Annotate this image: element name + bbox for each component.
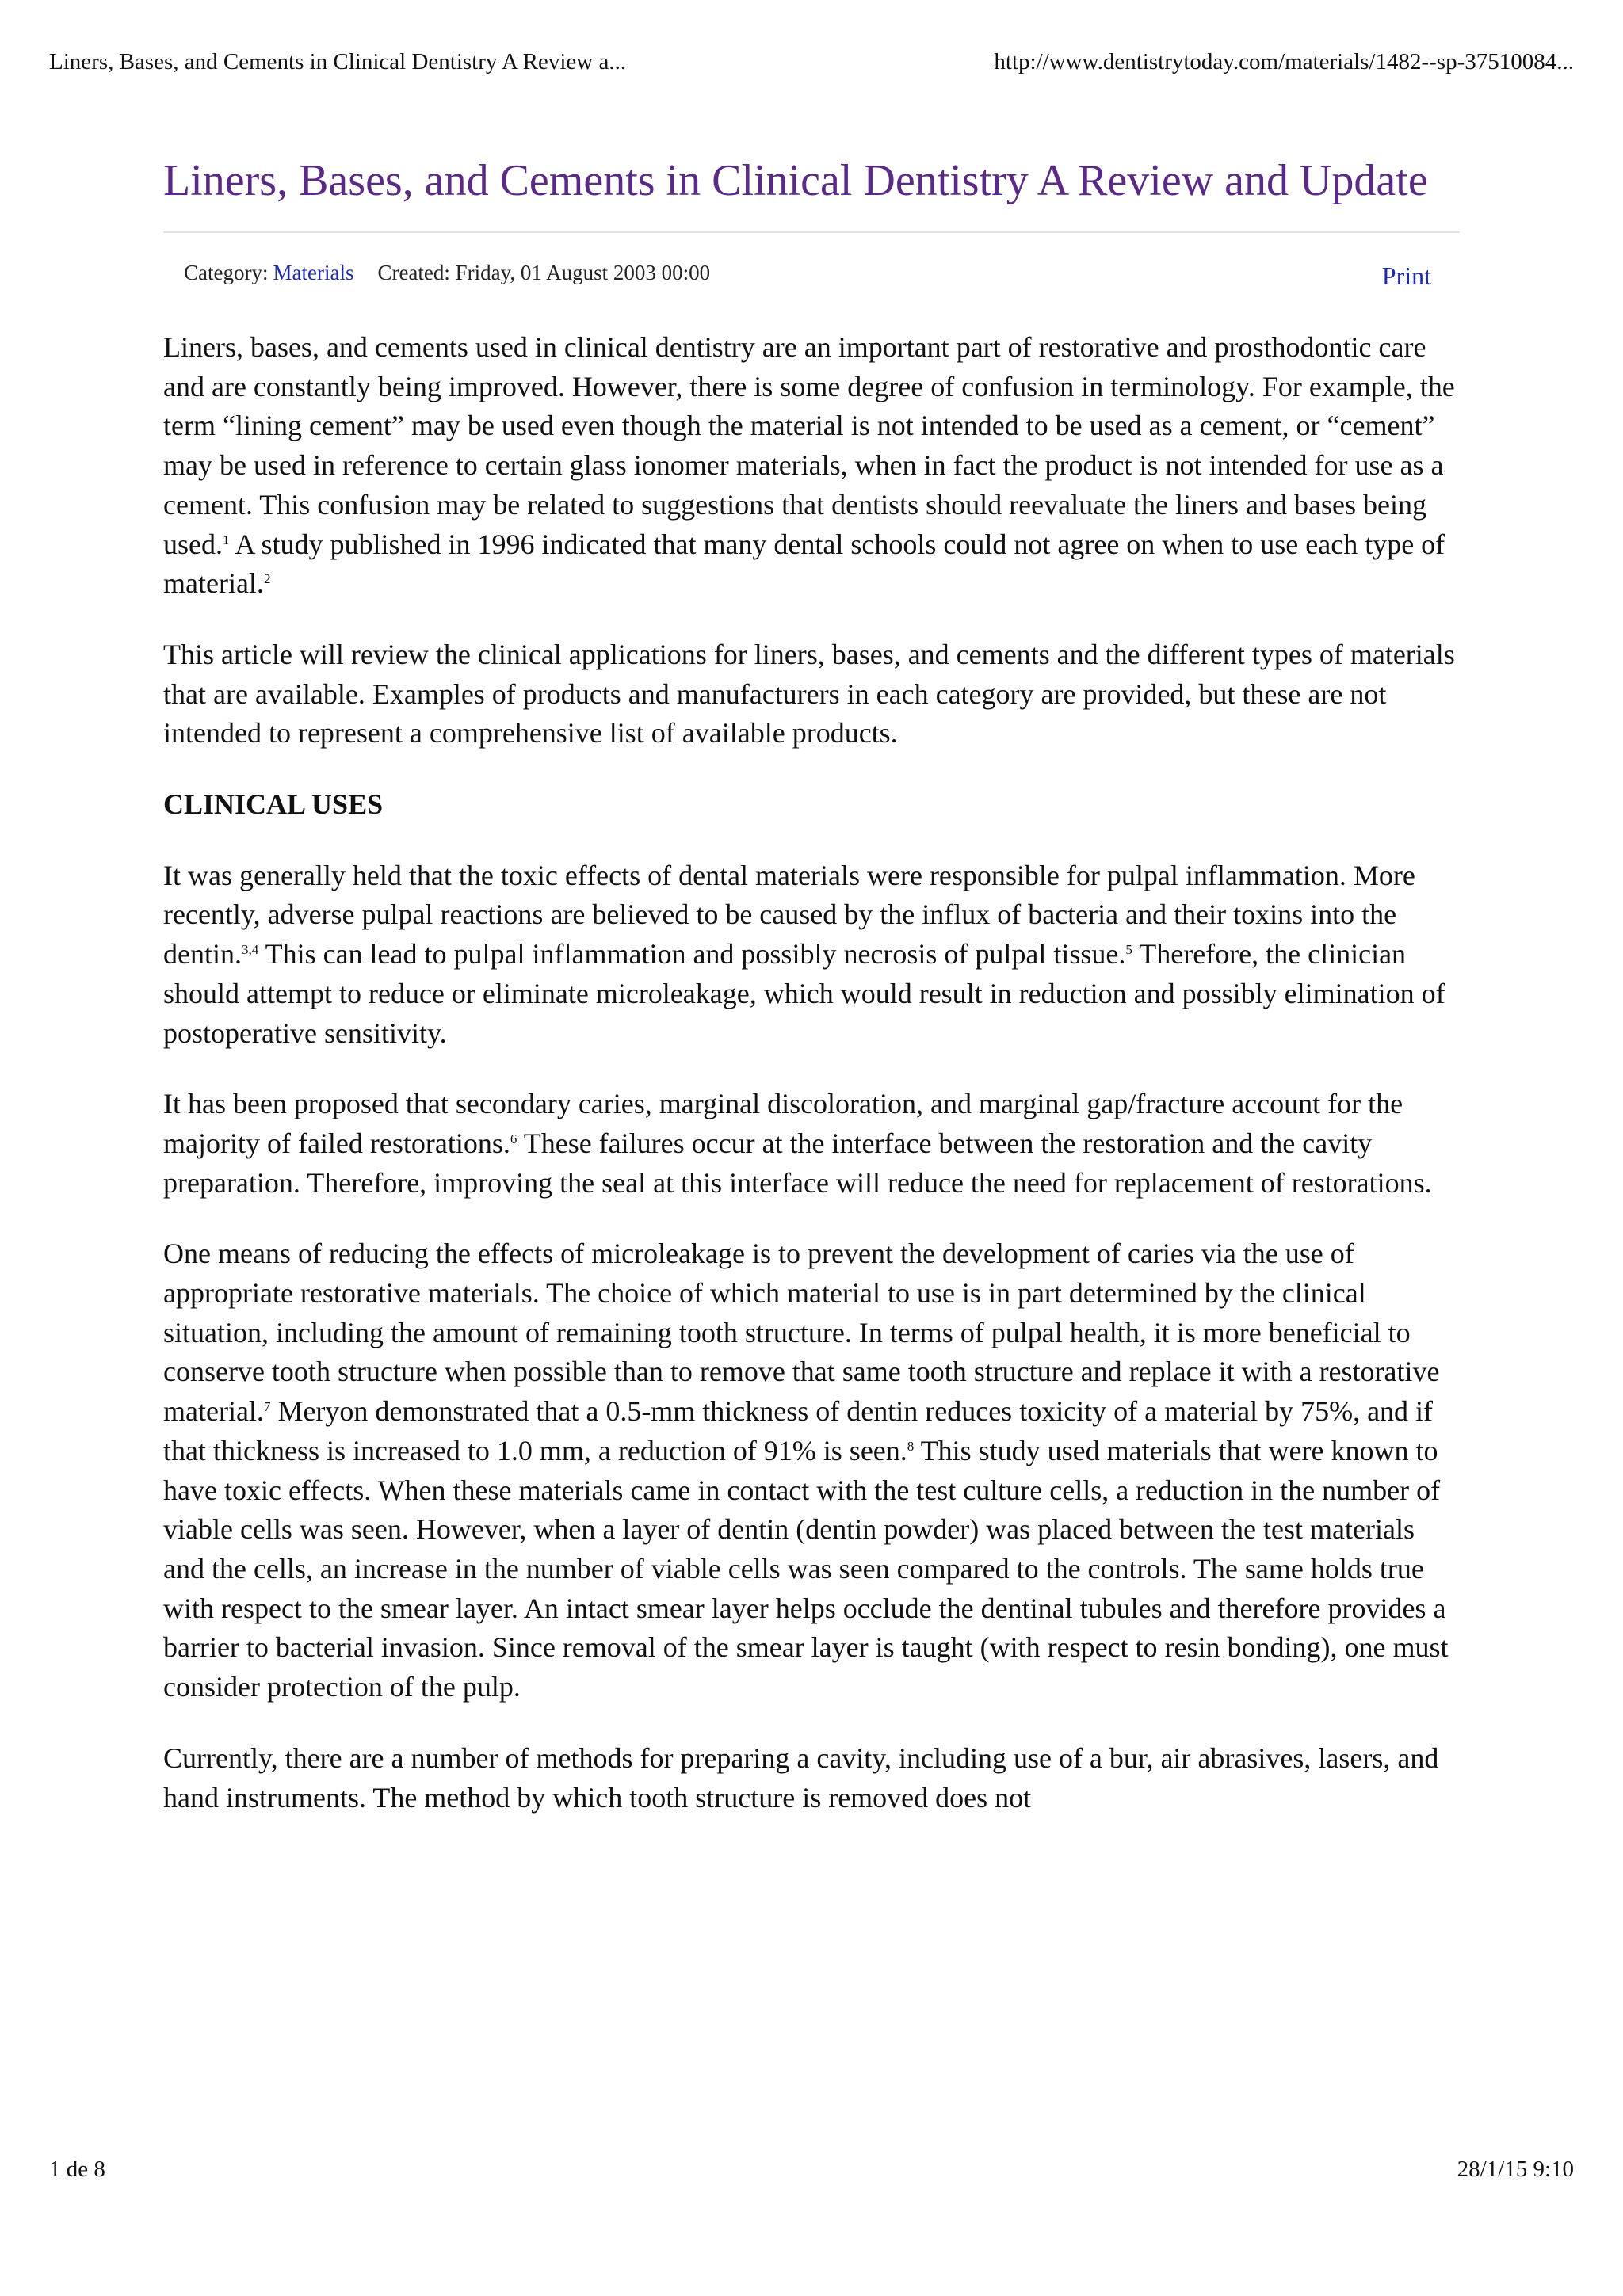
paragraph-text: Meryon demonstrated that a 0.5-mm thickness of dentin reduces toxicity of a material by 75%, and if that thickness is increased to 1.0 mm, a reduction of 91% is seen. bbox=[163, 1395, 1434, 1466]
paragraph-text: Liners, bases, and cements used in clinical dentistry are an important part of restorative and prosthodontic care and are constantly being improved. However, there is some degree of confusion in terminology. For example, the term “lining cement” may be used even though the material is not intended to be used as a cement, or “cement” may be used in reference to certain glass ionomer materials, when in fact the product is not intended for use as a cement. This confusion may be related to suggestions that dentists should reevaluate the liners and bases being used. bbox=[163, 331, 1455, 560]
paragraph-text: These failures occur at the interface between the restoration and the cavity preparation. Therefore, improving the seal at this interface will reduce the need for replacement of restorations. bbox=[163, 1127, 1432, 1199]
paragraph-text: This study used materials that were known to have toxic effects. When these materials came in contact with the test culture cells, a reduction in the number of viable cells was seen. However, when a layer of dentin (dentin powder) was placed between the test materials and the cells, an increase in the number of viable cells was seen compared to the controls. The same holds true with respect to the smear layer. An intact smear layer helps occlude the dentinal tubules and therefore provides a barrier to bacterial invasion. Since removal of the smear layer is taught (with respect to resin bonding), one must consider protection of the pulp. bbox=[163, 1434, 1449, 1703]
category-link[interactable]: Materials bbox=[273, 261, 354, 284]
header-document-title: Liners, Bases, and Cements in Clinical Dentistry A Review a... bbox=[49, 49, 627, 74]
paragraph-text: A study published in 1996 indicated that many dental schools could not agree on when to use each type of material. bbox=[163, 528, 1445, 600]
footnote-ref: 7 bbox=[263, 1399, 271, 1415]
page-number: 1 de 8 bbox=[49, 2157, 105, 2182]
paragraph-text: Therefore, the clinician should attempt to reduce or eliminate microleakage, which would result in reduction and possibly elimination of postoperative sensitivity. bbox=[163, 938, 1445, 1049]
footnote-ref: 2 bbox=[263, 571, 271, 587]
created-date: Created: Friday, 01 August 2003 00:00 bbox=[377, 261, 711, 284]
paragraph-pulpal bbox=[163, 856, 1460, 1054]
paragraph-failures bbox=[163, 1085, 1460, 1203]
footnote-ref: 3,4 bbox=[241, 942, 259, 958]
print-link[interactable]: Print bbox=[1381, 261, 1431, 290]
article-title[interactable]: Liners, Bases, and Cements in Clinical Dentistry A Review and Update bbox=[163, 155, 1460, 233]
footnote-ref: 5 bbox=[1125, 942, 1132, 958]
footnote-ref: 8 bbox=[907, 1438, 915, 1454]
footnote-ref: 6 bbox=[510, 1131, 517, 1146]
paragraph-scope: This article will review the clinical applications for liners, bases, and cements and the different types of materials that are available. Examples of products and manufacturers in each category are provided, but these are not intended to represent a comprehensive list of available products. bbox=[163, 638, 1455, 749]
print-footer bbox=[49, 2153, 1574, 2185]
paragraph-text: It has been proposed that secondary caries, marginal discoloration, and marginal gap/fracture account for the majority of failed restorations. bbox=[163, 1088, 1403, 1159]
header-url[interactable]: http://www.dentistrytoday.com/materials/1482--sp-37510084... bbox=[994, 49, 1574, 74]
paragraph-text: It was generally held that the toxic effects of dental materials were responsible for pulpal inflammation. More recently, adverse pulpal reactions are believed to be caused by the influx of bacteria and their toxins into the dentin. bbox=[163, 859, 1415, 971]
print-header bbox=[49, 46, 1574, 78]
article bbox=[163, 155, 1460, 1849]
paragraph-text: This can lead to pulpal inflammation and possibly necrosis of pulpal tissue. bbox=[258, 938, 1126, 971]
article-body bbox=[163, 328, 1460, 1817]
print-datetime: 28/1/15 9:10 bbox=[1457, 2157, 1574, 2182]
article-meta bbox=[163, 257, 1460, 301]
paragraph-microleakage bbox=[163, 1234, 1460, 1707]
paragraph-text: One means of reducing the effects of microleakage is to prevent the development of caries via the use of appropriate restorative materials. The choice of which material to use is in part determined by the clinical situation, including the amount of remaining tooth structure. In terms of pulpal health, it is more beneficial to conserve tooth structure when possible than to remove that same tooth structure and replace it with a restorative material. bbox=[163, 1238, 1440, 1428]
category-label: Category: bbox=[184, 261, 269, 284]
paragraph-intro bbox=[163, 328, 1460, 604]
footnote-ref: 1 bbox=[223, 532, 230, 547]
paragraph-methods: Currently, there are a number of methods for preparing a cavity, including use of a bur, air abrasives, lasers, and hand instruments. The method by which tooth structure is removed does not bbox=[163, 1741, 1439, 1814]
section-heading: CLINICAL USES bbox=[163, 788, 384, 821]
